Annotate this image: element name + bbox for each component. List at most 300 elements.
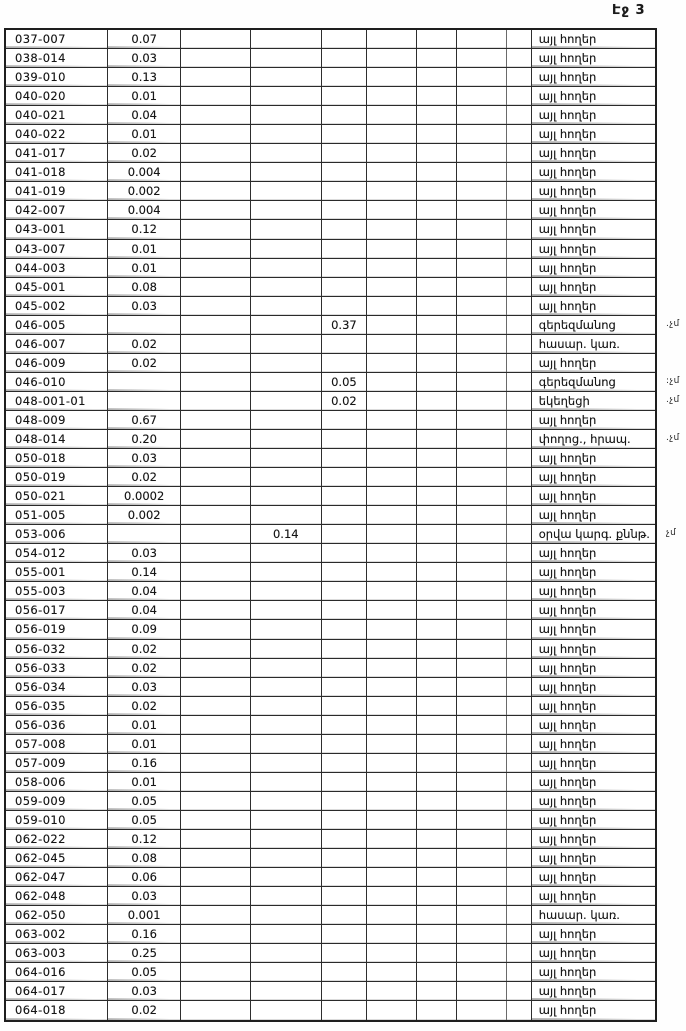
cell-area-col4 bbox=[251, 754, 323, 772]
cell-empty-6 bbox=[367, 278, 418, 296]
cell-area-col4 bbox=[251, 925, 323, 943]
cell-empty-9 bbox=[507, 411, 532, 429]
table-row bbox=[6, 106, 655, 125]
cell-empty-7 bbox=[417, 716, 457, 734]
cell-parcel-code: 043-007 bbox=[6, 240, 108, 258]
cell-area-col5 bbox=[322, 925, 367, 943]
cell-empty-9 bbox=[507, 220, 532, 238]
cell-area-col4 bbox=[251, 620, 323, 638]
cell-area-main: 0.02 bbox=[108, 468, 181, 486]
cell-empty-9 bbox=[507, 259, 532, 277]
cell-land-use: փողոց., հրապ. bbox=[532, 430, 655, 448]
cell-land-use: այլ հողեր bbox=[532, 792, 655, 810]
cell-area-main: 0.02 bbox=[108, 659, 181, 677]
cell-empty-7 bbox=[417, 982, 457, 1000]
cell-empty-8 bbox=[457, 468, 507, 486]
cell-land-use: այլ հողեր bbox=[532, 963, 655, 981]
cell-empty-3 bbox=[181, 125, 251, 143]
cell-land-use: այլ հողեր bbox=[532, 868, 655, 886]
table-row bbox=[6, 925, 655, 944]
table-row bbox=[6, 678, 655, 697]
cell-empty-6 bbox=[367, 735, 418, 753]
cell-empty-8 bbox=[457, 297, 507, 315]
cell-area-col4 bbox=[251, 697, 323, 715]
cell-empty-6 bbox=[367, 849, 418, 867]
cell-area-col4 bbox=[251, 716, 323, 734]
cell-area-main: 0.03 bbox=[108, 887, 181, 905]
cell-empty-9 bbox=[507, 830, 532, 848]
cell-area-col4 bbox=[251, 316, 323, 334]
cell-parcel-code: 059-010 bbox=[6, 811, 108, 829]
cell-empty-3 bbox=[181, 525, 251, 543]
cell-empty-9 bbox=[507, 659, 532, 677]
table-row bbox=[6, 582, 655, 601]
cell-area-col4 bbox=[251, 163, 323, 181]
cell-empty-3 bbox=[181, 411, 251, 429]
cell-area-col4 bbox=[251, 449, 323, 467]
cell-empty-3 bbox=[181, 944, 251, 962]
cell-empty-9 bbox=[507, 354, 532, 372]
cell-area-col5 bbox=[322, 201, 367, 219]
cell-land-use: այլ հողեր bbox=[532, 163, 655, 181]
cell-area-col4 bbox=[251, 49, 323, 67]
cell-area-col5: 0.37 bbox=[322, 316, 367, 334]
cell-empty-6 bbox=[367, 373, 418, 391]
cell-empty-8 bbox=[457, 373, 507, 391]
cell-empty-6 bbox=[367, 906, 418, 924]
cell-empty-9 bbox=[507, 716, 532, 734]
cell-land-use: այլ հողեր bbox=[532, 87, 655, 105]
cell-empty-6 bbox=[367, 392, 418, 410]
cell-empty-3 bbox=[181, 906, 251, 924]
cell-empty-3 bbox=[181, 354, 251, 372]
cell-land-use: այլ հողեր bbox=[532, 68, 655, 86]
cell-empty-7 bbox=[417, 430, 457, 448]
cell-empty-6 bbox=[367, 430, 418, 448]
cell-area-main: 0.01 bbox=[108, 735, 181, 753]
cell-land-use: այլ հողեր bbox=[532, 716, 655, 734]
table-row bbox=[6, 278, 655, 297]
cell-parcel-code: 057-008 bbox=[6, 735, 108, 753]
cell-empty-9 bbox=[507, 887, 532, 905]
table-row bbox=[6, 487, 655, 506]
cell-land-use: այլ հողեր bbox=[532, 259, 655, 277]
cell-area-main: 0.16 bbox=[108, 754, 181, 772]
cell-empty-3 bbox=[181, 506, 251, 524]
cell-area-main: 0.01 bbox=[108, 125, 181, 143]
cell-empty-6 bbox=[367, 201, 418, 219]
cell-empty-6 bbox=[367, 316, 418, 334]
cell-area-main: 0.002 bbox=[108, 182, 181, 200]
cell-empty-8 bbox=[457, 30, 507, 48]
cell-area-col5 bbox=[322, 449, 367, 467]
cell-area-col5 bbox=[322, 87, 367, 105]
cell-empty-9 bbox=[507, 106, 532, 124]
cell-area-col4 bbox=[251, 830, 323, 848]
cell-empty-8 bbox=[457, 601, 507, 619]
cell-empty-8 bbox=[457, 792, 507, 810]
cell-area-col5 bbox=[322, 754, 367, 772]
cell-land-use: այլ հողեր bbox=[532, 640, 655, 658]
cell-land-use: այլ հողեր bbox=[532, 601, 655, 619]
cell-empty-7 bbox=[417, 640, 457, 658]
cell-empty-3 bbox=[181, 659, 251, 677]
table-row bbox=[6, 125, 655, 144]
cell-area-main: 0.02 bbox=[108, 354, 181, 372]
cell-parcel-code: 051-005 bbox=[6, 506, 108, 524]
cell-area-col4 bbox=[251, 354, 323, 372]
cell-land-use: այլ հողեր bbox=[532, 982, 655, 1000]
cell-empty-9 bbox=[507, 640, 532, 658]
cell-empty-3 bbox=[181, 620, 251, 638]
cell-area-col5 bbox=[322, 411, 367, 429]
cell-area-main bbox=[108, 525, 181, 543]
cell-land-use: այլ հողեր bbox=[532, 620, 655, 638]
table-row bbox=[6, 697, 655, 716]
cell-empty-3 bbox=[181, 220, 251, 238]
cell-empty-6 bbox=[367, 144, 418, 162]
cell-empty-9 bbox=[507, 68, 532, 86]
cell-empty-6 bbox=[367, 754, 418, 772]
cell-area-main: 0.03 bbox=[108, 678, 181, 696]
table-row bbox=[6, 163, 655, 182]
table-row bbox=[6, 563, 655, 582]
cell-empty-8 bbox=[457, 906, 507, 924]
cell-empty-8 bbox=[457, 659, 507, 677]
cell-empty-9 bbox=[507, 430, 532, 448]
table-row bbox=[6, 773, 655, 792]
cell-area-col5 bbox=[322, 354, 367, 372]
cell-empty-9 bbox=[507, 506, 532, 524]
cell-empty-6 bbox=[367, 982, 418, 1000]
cell-empty-3 bbox=[181, 278, 251, 296]
cell-empty-9 bbox=[507, 754, 532, 772]
table-row bbox=[6, 68, 655, 87]
cell-area-col4 bbox=[251, 773, 323, 791]
cell-area-main: 0.01 bbox=[108, 87, 181, 105]
cell-land-use: այլ հողեր bbox=[532, 220, 655, 238]
table-row bbox=[6, 354, 655, 373]
cell-empty-3 bbox=[181, 544, 251, 562]
cell-area-main: 0.08 bbox=[108, 849, 181, 867]
table-row bbox=[6, 144, 655, 163]
cell-empty-9 bbox=[507, 963, 532, 981]
cell-empty-8 bbox=[457, 544, 507, 562]
cell-area-col4 bbox=[251, 468, 323, 486]
cell-empty-9 bbox=[507, 278, 532, 296]
cell-area-main: 0.05 bbox=[108, 811, 181, 829]
cell-parcel-code: 055-003 bbox=[6, 582, 108, 600]
cell-empty-7 bbox=[417, 563, 457, 581]
cell-empty-8 bbox=[457, 240, 507, 258]
cell-land-use: այլ հողեր bbox=[532, 544, 655, 562]
cell-area-col5 bbox=[322, 220, 367, 238]
cell-empty-8 bbox=[457, 316, 507, 334]
cell-area-col5 bbox=[322, 849, 367, 867]
table-row bbox=[6, 982, 655, 1001]
cell-land-use: այլ հողեր bbox=[532, 830, 655, 848]
cell-empty-3 bbox=[181, 601, 251, 619]
cell-empty-8 bbox=[457, 716, 507, 734]
cell-empty-7 bbox=[417, 87, 457, 105]
cell-empty-3 bbox=[181, 182, 251, 200]
cell-empty-8 bbox=[457, 640, 507, 658]
table-row bbox=[6, 259, 655, 278]
cell-area-main: 0.01 bbox=[108, 259, 181, 277]
cell-empty-7 bbox=[417, 201, 457, 219]
cell-parcel-code: 062-048 bbox=[6, 887, 108, 905]
cell-empty-8 bbox=[457, 430, 507, 448]
cell-land-use: այլ հողեր bbox=[532, 811, 655, 829]
cell-empty-9 bbox=[507, 525, 532, 543]
table-row bbox=[6, 316, 680, 335]
cell-empty-6 bbox=[367, 582, 418, 600]
cell-parcel-code: 059-009 bbox=[6, 792, 108, 810]
cell-empty-9 bbox=[507, 144, 532, 162]
cell-empty-7 bbox=[417, 373, 457, 391]
cell-empty-9 bbox=[507, 182, 532, 200]
cell-parcel-code: 050-018 bbox=[6, 449, 108, 467]
cell-area-col4 bbox=[251, 87, 323, 105]
cell-empty-3 bbox=[181, 1001, 251, 1020]
cell-area-col4 bbox=[251, 278, 323, 296]
cell-area-col4 bbox=[251, 182, 323, 200]
cell-empty-7 bbox=[417, 735, 457, 753]
cell-area-main: 0.01 bbox=[108, 716, 181, 734]
table-row bbox=[6, 620, 655, 639]
cell-area-col4 bbox=[251, 373, 323, 391]
cell-area-main: 0.02 bbox=[108, 144, 181, 162]
cell-empty-3 bbox=[181, 754, 251, 772]
cell-area-col5 bbox=[322, 982, 367, 1000]
cell-area-main: 0.08 bbox=[108, 278, 181, 296]
cell-land-use: այլ հողեր bbox=[532, 354, 655, 372]
cell-area-col5 bbox=[322, 906, 367, 924]
cell-empty-3 bbox=[181, 678, 251, 696]
cell-area-col5 bbox=[322, 106, 367, 124]
cell-parcel-code: 064-018 bbox=[6, 1001, 108, 1020]
cell-empty-9 bbox=[507, 125, 532, 143]
table-row bbox=[6, 754, 655, 773]
cell-empty-8 bbox=[457, 925, 507, 943]
cell-area-col4 bbox=[251, 201, 323, 219]
cell-land-use: այլ հողեր bbox=[532, 697, 655, 715]
table-row bbox=[6, 373, 680, 392]
cell-empty-3 bbox=[181, 163, 251, 181]
cell-empty-6 bbox=[367, 601, 418, 619]
cell-land-use: այլ հողեր bbox=[532, 582, 655, 600]
cell-parcel-code: 048-001-01 bbox=[6, 392, 108, 410]
cell-area-main: 0.04 bbox=[108, 106, 181, 124]
cell-area-col4 bbox=[251, 106, 323, 124]
cell-empty-9 bbox=[507, 392, 532, 410]
margin-note: :չմ bbox=[666, 375, 680, 386]
cell-empty-9 bbox=[507, 163, 532, 181]
table-row bbox=[6, 430, 680, 449]
cell-area-col4 bbox=[251, 887, 323, 905]
cell-area-col4 bbox=[251, 506, 323, 524]
cell-land-use: այլ հողեր bbox=[532, 944, 655, 962]
cell-area-col4 bbox=[251, 68, 323, 86]
table-row bbox=[6, 944, 655, 963]
cell-area-main: 0.004 bbox=[108, 163, 181, 181]
cell-parcel-code: 053-006 bbox=[6, 525, 108, 543]
cell-empty-3 bbox=[181, 963, 251, 981]
cell-area-main: 0.04 bbox=[108, 601, 181, 619]
cell-empty-6 bbox=[367, 182, 418, 200]
cell-area-col4 bbox=[251, 220, 323, 238]
cell-area-col4 bbox=[251, 849, 323, 867]
cell-empty-7 bbox=[417, 849, 457, 867]
cell-area-col5 bbox=[322, 182, 367, 200]
cell-empty-7 bbox=[417, 944, 457, 962]
cell-empty-3 bbox=[181, 887, 251, 905]
cell-area-col4: 0.14 bbox=[251, 525, 323, 543]
cell-empty-3 bbox=[181, 335, 251, 353]
cell-empty-6 bbox=[367, 49, 418, 67]
cell-empty-6 bbox=[367, 925, 418, 943]
cell-empty-8 bbox=[457, 487, 507, 505]
cell-area-col4 bbox=[251, 544, 323, 562]
cell-empty-7 bbox=[417, 259, 457, 277]
cell-empty-8 bbox=[457, 735, 507, 753]
cell-empty-3 bbox=[181, 773, 251, 791]
cell-area-main: 0.03 bbox=[108, 449, 181, 467]
cell-area-col4 bbox=[251, 125, 323, 143]
cell-empty-8 bbox=[457, 754, 507, 772]
cell-parcel-code: 057-009 bbox=[6, 754, 108, 772]
margin-note: .չմ bbox=[666, 432, 680, 443]
cell-empty-7 bbox=[417, 697, 457, 715]
cell-empty-8 bbox=[457, 620, 507, 638]
cell-empty-8 bbox=[457, 144, 507, 162]
cell-parcel-code: 062-045 bbox=[6, 849, 108, 867]
cell-area-col5 bbox=[322, 620, 367, 638]
cell-area-col4 bbox=[251, 963, 323, 981]
cell-area-main: 0.02 bbox=[108, 697, 181, 715]
margin-note: չմ bbox=[666, 528, 677, 539]
cell-area-col5 bbox=[322, 144, 367, 162]
parcels-table bbox=[4, 28, 680, 1022]
cell-area-main bbox=[108, 373, 181, 391]
cell-parcel-code: 056-036 bbox=[6, 716, 108, 734]
cell-land-use: այլ հողեր bbox=[532, 659, 655, 677]
cell-empty-3 bbox=[181, 449, 251, 467]
cell-area-col5 bbox=[322, 773, 367, 791]
table-row bbox=[6, 601, 655, 620]
cell-land-use: այլ հողեր bbox=[532, 754, 655, 772]
cell-empty-7 bbox=[417, 163, 457, 181]
cell-empty-8 bbox=[457, 944, 507, 962]
cell-empty-9 bbox=[507, 906, 532, 924]
cell-area-col5 bbox=[322, 830, 367, 848]
cell-area-col4 bbox=[251, 30, 323, 48]
cell-empty-8 bbox=[457, 868, 507, 886]
cell-empty-6 bbox=[367, 563, 418, 581]
cell-land-use: այլ հողեր bbox=[532, 30, 655, 48]
cell-area-col4 bbox=[251, 792, 323, 810]
cell-area-main: 0.67 bbox=[108, 411, 181, 429]
cell-empty-6 bbox=[367, 468, 418, 486]
cell-empty-7 bbox=[417, 773, 457, 791]
cell-land-use: այլ հողեր bbox=[532, 506, 655, 524]
cell-area-col5 bbox=[322, 335, 367, 353]
cell-empty-3 bbox=[181, 849, 251, 867]
cell-area-main: 0.12 bbox=[108, 830, 181, 848]
cell-area-main bbox=[108, 392, 181, 410]
cell-land-use: այլ հողեր bbox=[532, 201, 655, 219]
cell-empty-6 bbox=[367, 811, 418, 829]
cell-empty-9 bbox=[507, 678, 532, 696]
cell-empty-8 bbox=[457, 582, 507, 600]
cell-empty-9 bbox=[507, 240, 532, 258]
cell-area-col5 bbox=[322, 259, 367, 277]
table-row bbox=[6, 849, 655, 868]
cell-empty-6 bbox=[367, 125, 418, 143]
cell-empty-9 bbox=[507, 1001, 532, 1020]
cell-empty-3 bbox=[181, 392, 251, 410]
cell-area-col4 bbox=[251, 906, 323, 924]
cell-land-use: այլ հողեր bbox=[532, 773, 655, 791]
cell-empty-3 bbox=[181, 697, 251, 715]
cell-parcel-code: 056-017 bbox=[6, 601, 108, 619]
cell-empty-8 bbox=[457, 697, 507, 715]
cell-empty-6 bbox=[367, 449, 418, 467]
cell-empty-8 bbox=[457, 811, 507, 829]
cell-empty-7 bbox=[417, 316, 457, 334]
cell-empty-9 bbox=[507, 30, 532, 48]
cell-land-use: այլ հողեր bbox=[532, 125, 655, 143]
cell-empty-9 bbox=[507, 49, 532, 67]
cell-empty-9 bbox=[507, 697, 532, 715]
cell-area-col4 bbox=[251, 392, 323, 410]
cell-area-col4 bbox=[251, 640, 323, 658]
cell-parcel-code: 050-019 bbox=[6, 468, 108, 486]
cell-empty-7 bbox=[417, 525, 457, 543]
cell-empty-7 bbox=[417, 335, 457, 353]
cell-empty-3 bbox=[181, 201, 251, 219]
cell-empty-3 bbox=[181, 106, 251, 124]
cell-empty-6 bbox=[367, 506, 418, 524]
cell-empty-3 bbox=[181, 716, 251, 734]
table-row bbox=[6, 297, 655, 316]
cell-area-col5 bbox=[322, 1001, 367, 1020]
cell-empty-9 bbox=[507, 773, 532, 791]
cell-empty-9 bbox=[507, 944, 532, 962]
cell-area-main: 0.002 bbox=[108, 506, 181, 524]
cell-empty-7 bbox=[417, 887, 457, 905]
cell-land-use: այլ հողեր bbox=[532, 144, 655, 162]
table-row bbox=[6, 182, 655, 201]
cell-empty-8 bbox=[457, 849, 507, 867]
cell-parcel-code: 062-050 bbox=[6, 906, 108, 924]
cell-empty-6 bbox=[367, 240, 418, 258]
cell-area-main: 0.02 bbox=[108, 335, 181, 353]
cell-area-col5 bbox=[322, 525, 367, 543]
cell-empty-6 bbox=[367, 659, 418, 677]
table-row bbox=[6, 220, 655, 239]
cell-empty-3 bbox=[181, 144, 251, 162]
cell-area-col5 bbox=[322, 792, 367, 810]
cell-empty-8 bbox=[457, 87, 507, 105]
cell-parcel-code: 062-022 bbox=[6, 830, 108, 848]
cell-area-col5 bbox=[322, 468, 367, 486]
cell-area-main: 0.06 bbox=[108, 868, 181, 886]
cell-empty-7 bbox=[417, 125, 457, 143]
cell-land-use: այլ հողեր bbox=[532, 278, 655, 296]
cell-parcel-code: 063-002 bbox=[6, 925, 108, 943]
cell-empty-7 bbox=[417, 678, 457, 696]
